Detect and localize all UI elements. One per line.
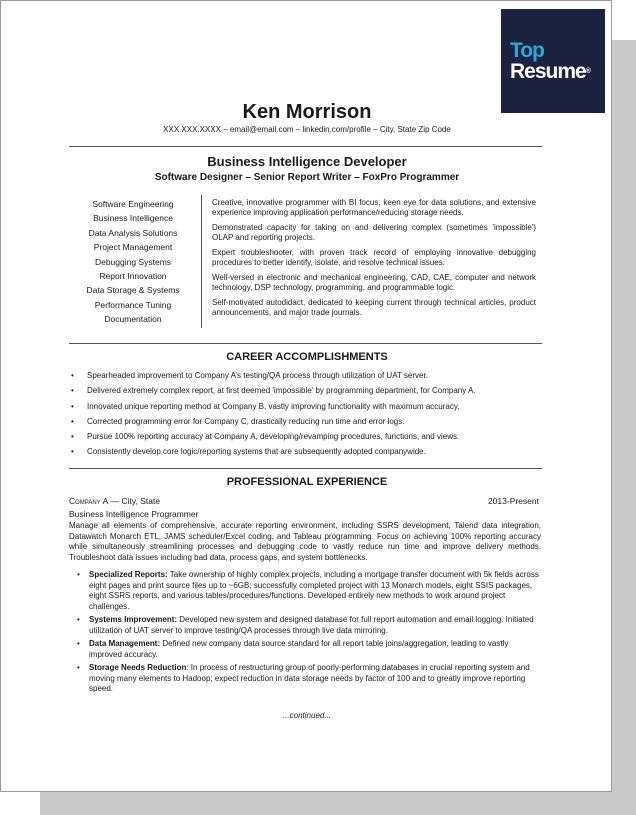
summary-paragraph: Demonstrated capacity for taking on and delivering complex (sometimes 'impossible') OLAP and reporting projects. bbox=[212, 223, 536, 242]
summary-paragraph: Expert troubleshooter, with proven track record of employing innovative debugging procedures to better identify, isolate, and resolve technical issues. bbox=[212, 248, 536, 267]
skills-divider bbox=[201, 195, 202, 328]
skill-item: Project Management bbox=[93, 242, 173, 253]
company-location: — City, State bbox=[108, 496, 161, 506]
skill-item: Documentation bbox=[104, 314, 162, 325]
achievement-text: Defined new company data source standard for all report table joins/aggregation, leading to vastly improved accuracy. bbox=[89, 639, 509, 659]
achievement-text: : In process of restructuring group of poorly-performing databases in crucial reporting system and moving many elements to Hadoop; expect reduction in data storage needs by factor of 100 and to greatly improve reporting speed. bbox=[89, 663, 530, 693]
skill-item: Software Engineering bbox=[92, 199, 174, 209]
logo-top-text: Top bbox=[510, 38, 544, 62]
achievement-text: Developed new system and designed database for full report automation and email logging. Initiated utilization of UAT server to improve testing/QA processes through live data mirroring. bbox=[89, 615, 534, 635]
divider bbox=[69, 146, 542, 147]
profile-subtitle: Software Designer – Senior Report Writer – FoxPro Programmer bbox=[154, 172, 460, 183]
divider bbox=[69, 468, 542, 469]
job-achievements bbox=[89, 570, 539, 698]
achievement-label: Data Management: bbox=[89, 639, 161, 648]
achievement-item bbox=[89, 639, 539, 660]
achievement-label: Storage Needs Reduction bbox=[89, 663, 187, 672]
profile-title: Business Intelligence Developer bbox=[207, 154, 407, 169]
experience-heading: PROFESSIONAL EXPERIENCE bbox=[226, 476, 388, 488]
top-resume-logo bbox=[501, 9, 605, 113]
job-description: Manage all elements of comprehensive, accurate reporting environment, including SSRS development, Talend data integration, Datawatch Monarch ETL, JAMS scheduler/Excel coding, and Tableau programming. Focus on achieving 100% reporting accuracy while simultaneously streamlining processes and debugging code to vastly reduce run time and improve delivery methods. Troubleshoot data issues including bad data, process gaps, and system bottlenecks. bbox=[69, 521, 541, 562]
contact-line: XXX.XXX.XXXX – email@email.com – linkedin.com/profile – City, State Zip Code bbox=[163, 125, 451, 134]
skills-list bbox=[69, 197, 197, 327]
list-item: • Consistently develop core logic/reporting systems that are subsequently adopted companywide. bbox=[69, 446, 539, 461]
logo-resume-word: Resume bbox=[510, 59, 586, 83]
list-item: • Corrected programming error for Company C, drastically reducing run time and error logs. bbox=[69, 416, 539, 431]
summary-paragraph: Creative, innovative programmer with BI focus, keen eye for data solutions, and extensive experience improving application performance/reducing storage needs. bbox=[212, 198, 536, 217]
skill-item: Data Storage & Systems bbox=[86, 285, 180, 296]
summary-section bbox=[212, 198, 536, 323]
summary-paragraph: Self-motivated autodidact, dedicated to keeping current through technical articles, product announcements, and major trade journals. bbox=[212, 298, 536, 317]
achievement-text: Take ownership of highly complex projects, including a mortgage transfer document with 5k fields across eight pages and print source files up to ~6GB; successfully completed project with 13 Monarch models, eight SSIS packages, eight SSRS reports, and various tables/procedures/functions. Developed entirely new methods to work around project challenges. bbox=[89, 570, 539, 611]
skill-item: Report Innovation bbox=[99, 270, 167, 281]
list-item: • Delivered extremely complex report, at first deemed 'impossible' by programming department, for Company A. bbox=[69, 385, 539, 400]
logo-resume-text bbox=[510, 61, 605, 83]
logo-registered-mark: ® bbox=[585, 67, 591, 75]
achievement-item bbox=[89, 663, 539, 695]
achievement-item bbox=[89, 615, 539, 636]
list-item: • Spearheaded improvement to Company A’s testing/QA process through utilization of UAT server. bbox=[69, 370, 539, 385]
candidate-name: Ken Morrison bbox=[242, 101, 372, 123]
skill-item: Debugging Systems bbox=[94, 256, 172, 267]
accomplishments-list bbox=[69, 370, 539, 462]
achievement-item bbox=[89, 570, 539, 612]
skill-item: Performance Tuning bbox=[94, 299, 172, 310]
list-item: • Innovated unique reporting method at Company B, vastly improving functionality with maximum accuracy. bbox=[69, 401, 539, 416]
skill-item: Business Intelligence bbox=[93, 213, 173, 224]
list-item: • Pursue 100% reporting accuracy at Company A, developing/revamping procedures, functions, and views. bbox=[69, 431, 539, 446]
achievement-label: Systems Improvement: bbox=[89, 615, 178, 624]
accomplishments-heading: CAREER ACCOMPLISHMENTS bbox=[226, 351, 388, 363]
summary-paragraph: Well-versed in electronic and mechanical engineering, CAD, CAE, computer and network technology, DSP technology, programming, and programmable logic. bbox=[212, 273, 536, 292]
company-line bbox=[69, 496, 160, 506]
continued-note: ...continued... bbox=[282, 711, 332, 720]
company-name: Company A bbox=[69, 496, 109, 506]
divider bbox=[69, 343, 542, 344]
skill-item: Data Analysis Solutions bbox=[88, 227, 178, 238]
job-title: Business Intelligence Programmer bbox=[69, 509, 199, 519]
employment-dates: 2013-Present bbox=[487, 496, 539, 506]
achievement-label: Specialized Reports: bbox=[89, 570, 168, 579]
